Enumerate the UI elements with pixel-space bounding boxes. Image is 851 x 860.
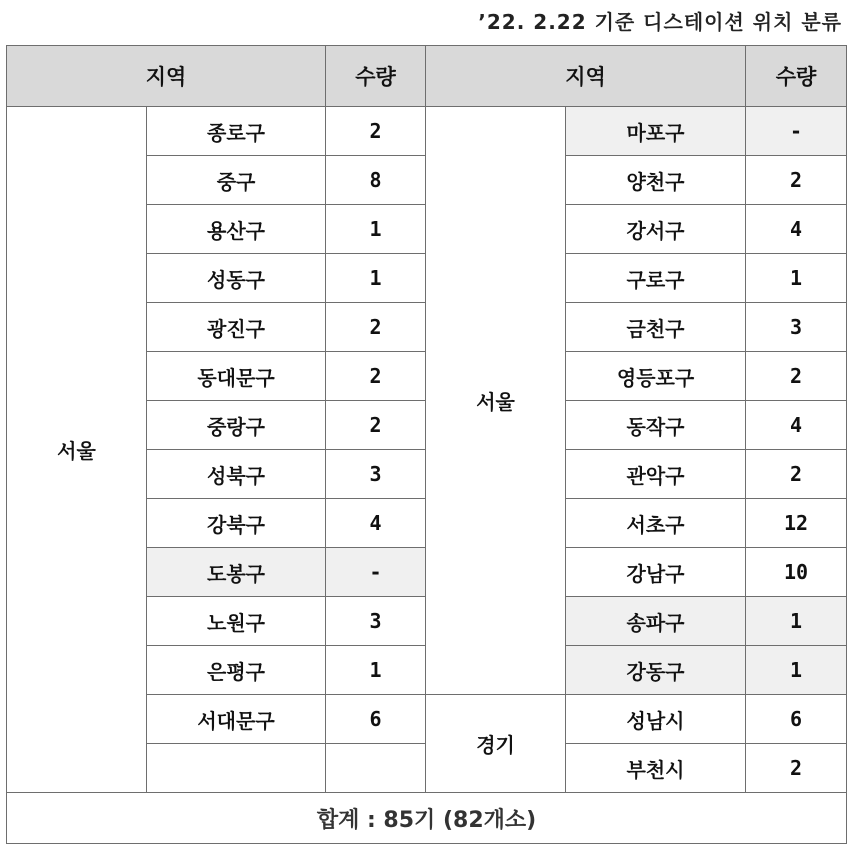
- right-district-cell: 금천구: [566, 303, 746, 352]
- left-count-cell: 4: [326, 499, 426, 548]
- right-count-cell: 2: [746, 156, 847, 205]
- right-count-cell: 2: [746, 450, 847, 499]
- header-count-left: 수량: [326, 46, 426, 107]
- header-count-right: 수량: [746, 46, 847, 107]
- left-count-cell: -: [326, 548, 426, 597]
- right-district-cell: 영등포구: [566, 352, 746, 401]
- left-count-cell: 2: [326, 352, 426, 401]
- left-count-cell: 8: [326, 156, 426, 205]
- right-count-cell: 1: [746, 254, 847, 303]
- table-body: [7, 107, 847, 844]
- right-district-cell: 강서구: [566, 205, 746, 254]
- left-count-cell: 1: [326, 254, 426, 303]
- right-count-cell: 1: [746, 597, 847, 646]
- left-district-cell: 중구: [147, 156, 326, 205]
- left-region-cell: 서울: [7, 107, 147, 793]
- station-location-table: [6, 45, 847, 844]
- right-district-cell: 강동구: [566, 646, 746, 695]
- right-count-cell: 4: [746, 205, 847, 254]
- left-district-cell: 성북구: [147, 450, 326, 499]
- right-district-cell: 성남시: [566, 695, 746, 744]
- left-count-cell: 1: [326, 205, 426, 254]
- right-district-cell: 부천시: [566, 744, 746, 793]
- right-region-cell: 경기: [426, 695, 566, 793]
- right-count-cell: 4: [746, 401, 847, 450]
- left-district-cell: 용산구: [147, 205, 326, 254]
- right-district-cell: 관악구: [566, 450, 746, 499]
- total-row: [7, 793, 847, 844]
- table-row: [7, 107, 847, 156]
- left-count-cell: 2: [326, 401, 426, 450]
- right-district-cell: 양천구: [566, 156, 746, 205]
- right-count-cell: 12: [746, 499, 847, 548]
- left-count-cell: 6: [326, 695, 426, 744]
- right-district-cell: 구로구: [566, 254, 746, 303]
- left-district-cell: 성동구: [147, 254, 326, 303]
- right-district-cell: 서초구: [566, 499, 746, 548]
- left-district-cell: [147, 744, 326, 793]
- left-count-cell: 2: [326, 303, 426, 352]
- right-count-cell: 3: [746, 303, 847, 352]
- header-region-left: 지역: [7, 46, 326, 107]
- right-region-cell: 서울: [426, 107, 566, 695]
- left-district-cell: 서대문구: [147, 695, 326, 744]
- left-district-cell: 동대문구: [147, 352, 326, 401]
- left-district-cell: 종로구: [147, 107, 326, 156]
- left-district-cell: 도봉구: [147, 548, 326, 597]
- left-count-cell: 3: [326, 597, 426, 646]
- right-district-cell: 마포구: [566, 107, 746, 156]
- right-district-cell: 동작구: [566, 401, 746, 450]
- left-count-cell: 2: [326, 107, 426, 156]
- left-count-cell: 1: [326, 646, 426, 695]
- left-district-cell: 노원구: [147, 597, 326, 646]
- total-cell: 합계 : 85기 (82개소): [7, 793, 847, 844]
- left-district-cell: 중랑구: [147, 401, 326, 450]
- right-count-cell: 1: [746, 646, 847, 695]
- left-district-cell: 광진구: [147, 303, 326, 352]
- right-count-cell: 2: [746, 352, 847, 401]
- right-count-cell: 2: [746, 744, 847, 793]
- right-count-cell: 10: [746, 548, 847, 597]
- left-district-cell: 강북구: [147, 499, 326, 548]
- left-district-cell: 은평구: [147, 646, 326, 695]
- table-caption: ’22. 2.22 기준 디스테이션 위치 분류: [478, 10, 842, 34]
- right-count-cell: -: [746, 107, 847, 156]
- right-district-cell: 송파구: [566, 597, 746, 646]
- right-count-cell: 6: [746, 695, 847, 744]
- header-row: [7, 46, 847, 107]
- left-count-cell: 3: [326, 450, 426, 499]
- left-count-cell: [326, 744, 426, 793]
- header-region-right: 지역: [426, 46, 746, 107]
- right-district-cell: 강남구: [566, 548, 746, 597]
